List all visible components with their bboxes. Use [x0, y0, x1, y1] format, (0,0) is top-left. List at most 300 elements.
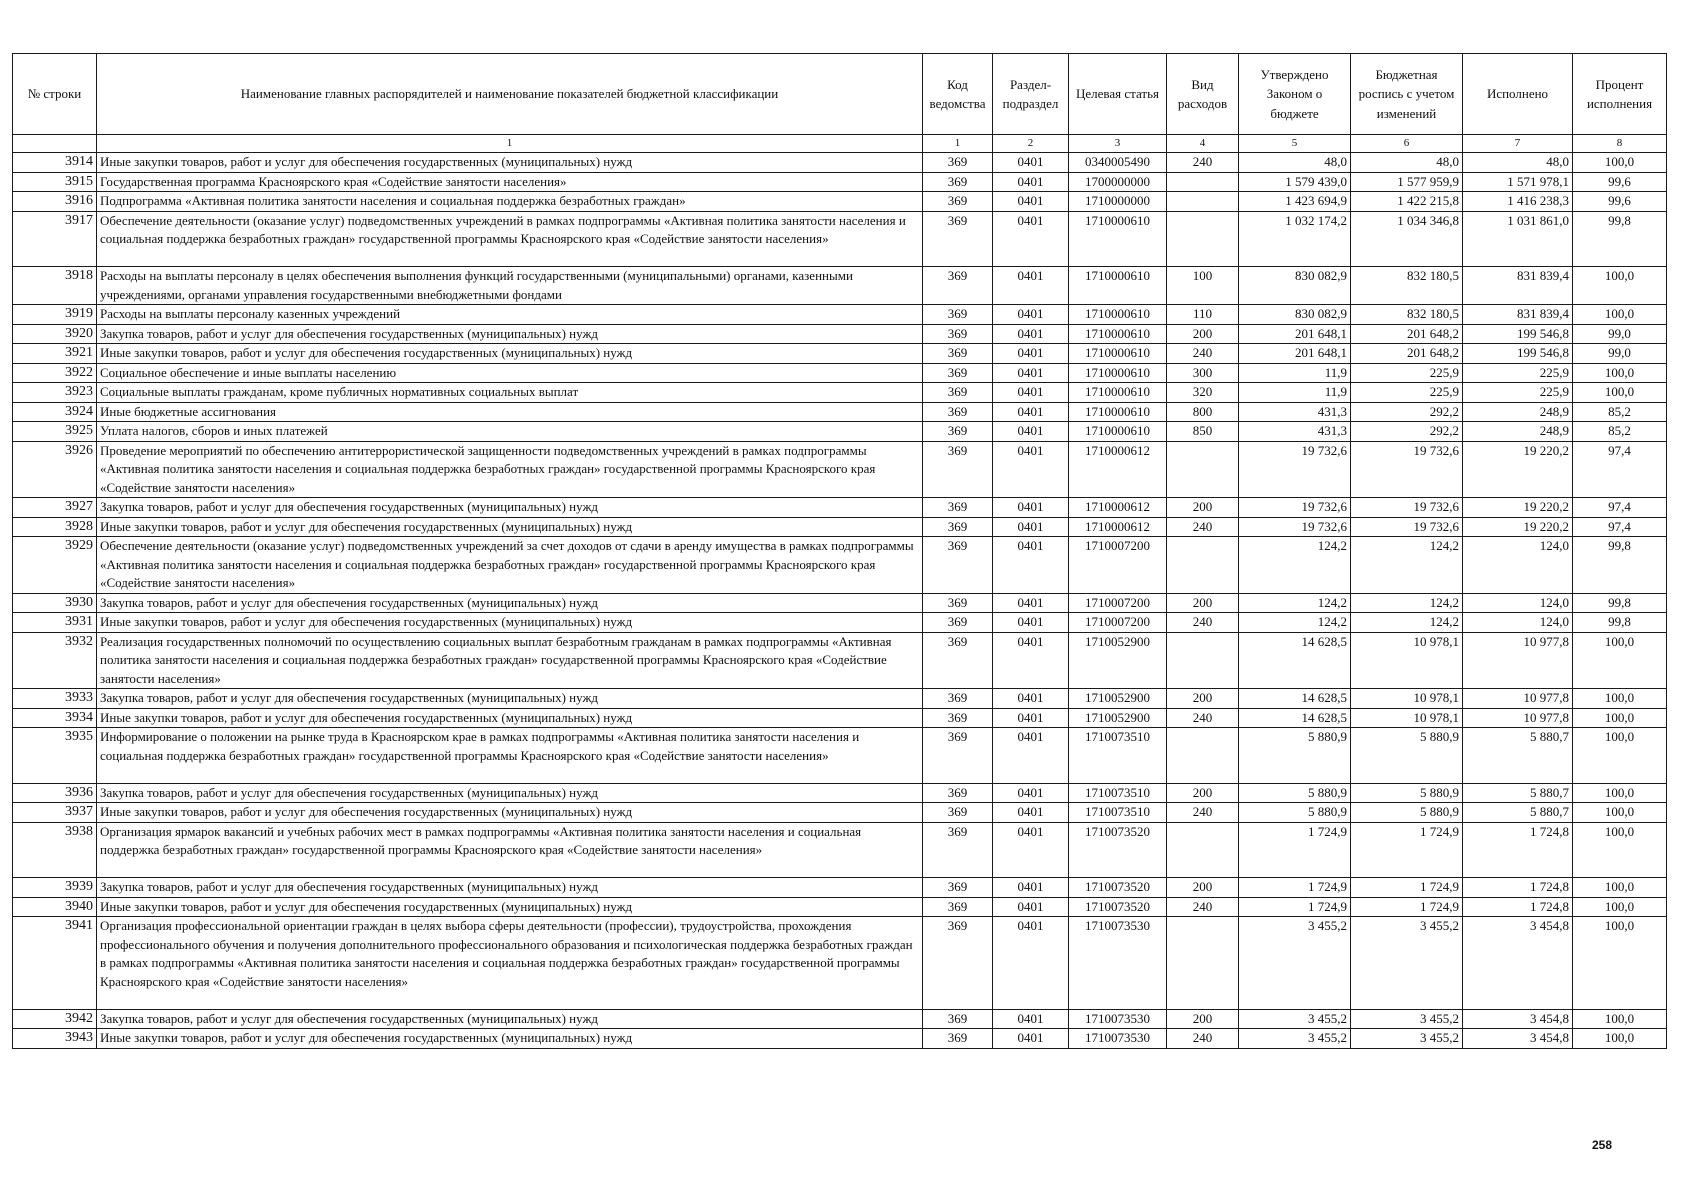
table-row: [13, 402, 1667, 422]
execution-percent: 99,6: [1573, 172, 1667, 192]
table-row: [13, 593, 1667, 613]
section-code: 0401: [993, 593, 1069, 613]
target-article: 1710007200: [1069, 537, 1167, 594]
ministry-code: 369: [923, 305, 993, 325]
table-row: [13, 878, 1667, 898]
target-article: 1700000000: [1069, 172, 1167, 192]
budget-schedule-amount: 1 422 215,8: [1351, 192, 1463, 212]
table-row: [13, 783, 1667, 803]
budget-schedule-amount: 1 724,9: [1351, 897, 1463, 917]
approved-amount: 11,9: [1239, 363, 1351, 383]
budget-schedule-amount: 124,2: [1351, 537, 1463, 594]
item-name: Подпрограмма «Активная политика занятости населения и социальная поддержка безработных граждан»: [97, 192, 923, 212]
executed-amount: 225,9: [1463, 383, 1573, 403]
column-number: 7: [1463, 135, 1573, 153]
target-article: 1710000610: [1069, 344, 1167, 364]
execution-percent: 100,0: [1573, 305, 1667, 325]
execution-percent: 100,0: [1573, 708, 1667, 728]
row-number: 3936: [13, 783, 97, 803]
item-name: Закупка товаров, работ и услуг для обеспечения государственных (муниципальных) нужд: [97, 783, 923, 803]
expense-type: 240: [1167, 897, 1239, 917]
row-number: 3934: [13, 708, 97, 728]
item-name: Информирование о положении на рынке труда в Красноярском крае в рамках подпрограммы «Активная политика занятости населения и социальная поддержка безработных граждан» государственной программы Красноярского края «Содействие занятости населения»: [97, 728, 923, 784]
ministry-code: 369: [923, 383, 993, 403]
item-name: Иные закупки товаров, работ и услуг для обеспечения государственных (муниципальных) нужд: [97, 517, 923, 537]
expense-type: 240: [1167, 1029, 1239, 1049]
execution-percent: 100,0: [1573, 878, 1667, 898]
approved-amount: 3 455,2: [1239, 917, 1351, 1010]
target-article: 1710000610: [1069, 402, 1167, 422]
ministry-code: 369: [923, 593, 993, 613]
row-number: 3922: [13, 363, 97, 383]
execution-percent: 100,0: [1573, 383, 1667, 403]
item-name: Закупка товаров, работ и услуг для обеспечения государственных (муниципальных) нужд: [97, 324, 923, 344]
approved-amount: 124,2: [1239, 537, 1351, 594]
column-header: Утверждено Законом о бюджете: [1239, 54, 1351, 135]
item-name: Социальное обеспечение и иные выплаты населению: [97, 363, 923, 383]
target-article: 1710007200: [1069, 613, 1167, 633]
approved-amount: 19 732,6: [1239, 498, 1351, 518]
row-number: 3939: [13, 878, 97, 898]
execution-percent: 97,4: [1573, 441, 1667, 498]
executed-amount: 5 880,7: [1463, 783, 1573, 803]
target-article: 1710073510: [1069, 783, 1167, 803]
table-row: [13, 344, 1667, 364]
execution-percent: 99,8: [1573, 537, 1667, 594]
item-name: Реализация государственных полномочий по осуществлению социальных выплат безработным гражданам в рамках подпрограммы «Активная политика занятости населения и социальная поддержка безработных граждан» государственной программы Красноярского края «Содействие занятости населения»: [97, 632, 923, 689]
approved-amount: 1 579 439,0: [1239, 172, 1351, 192]
expense-type: [1167, 172, 1239, 192]
column-header: Раздел-подраздел: [993, 54, 1069, 135]
item-name: Обеспечение деятельности (оказание услуг) подведомственных учреждений в рамках подпрограммы «Активная политика занятости населения и социальная поддержка безработных граждан» государственной программы Красноярского края «Содействие занятости населения»: [97, 211, 923, 267]
expense-type: 100: [1167, 267, 1239, 305]
execution-percent: 100,0: [1573, 267, 1667, 305]
approved-amount: 48,0: [1239, 153, 1351, 173]
budget-table: [12, 53, 1667, 1049]
table-row: [13, 267, 1667, 305]
item-name: Обеспечение деятельности (оказание услуг) подведомственных учреждений за счет доходов от сдачи в аренду имущества в рамках подпрограммы «Активная политика занятости населения и социальная поддержка безработных граждан» государственной программы Красноярского края «Содействие занятости населения»: [97, 537, 923, 594]
row-number: 3918: [13, 267, 97, 305]
table-row: [13, 305, 1667, 325]
row-number: 3931: [13, 613, 97, 633]
section-code: 0401: [993, 172, 1069, 192]
approved-amount: 1 724,9: [1239, 897, 1351, 917]
executed-amount: 124,0: [1463, 593, 1573, 613]
expense-type: 200: [1167, 783, 1239, 803]
execution-percent: 99,6: [1573, 192, 1667, 212]
executed-amount: 831 839,4: [1463, 267, 1573, 305]
ministry-code: 369: [923, 1009, 993, 1029]
target-article: 0340005490: [1069, 153, 1167, 173]
table-row: [13, 537, 1667, 594]
expense-type: 850: [1167, 422, 1239, 442]
row-number: 3943: [13, 1029, 97, 1049]
executed-amount: 19 220,2: [1463, 517, 1573, 537]
ministry-code: 369: [923, 517, 993, 537]
execution-percent: 100,0: [1573, 1029, 1667, 1049]
approved-amount: 431,3: [1239, 402, 1351, 422]
column-number: 8: [1573, 135, 1667, 153]
expense-type: 800: [1167, 402, 1239, 422]
row-number: 3927: [13, 498, 97, 518]
column-header: Вид расходов: [1167, 54, 1239, 135]
row-number: 3932: [13, 632, 97, 689]
target-article: 1710073520: [1069, 822, 1167, 878]
column-header: Процент исполнения: [1573, 54, 1667, 135]
section-code: 0401: [993, 498, 1069, 518]
column-number: 1: [97, 135, 923, 153]
expense-type: 110: [1167, 305, 1239, 325]
execution-percent: 100,0: [1573, 783, 1667, 803]
item-name: Государственная программа Красноярского края «Содействие занятости населения»: [97, 172, 923, 192]
budget-schedule-amount: 19 732,6: [1351, 517, 1463, 537]
ministry-code: 369: [923, 344, 993, 364]
row-number: 3921: [13, 344, 97, 364]
expense-type: 300: [1167, 363, 1239, 383]
row-number: 3924: [13, 402, 97, 422]
execution-percent: 99,0: [1573, 344, 1667, 364]
column-header: Целевая статья: [1069, 54, 1167, 135]
row-number: 3920: [13, 324, 97, 344]
expense-type: [1167, 917, 1239, 1010]
budget-schedule-amount: 5 880,9: [1351, 803, 1463, 823]
ministry-code: 369: [923, 822, 993, 878]
item-name: Закупка товаров, работ и услуг для обеспечения государственных (муниципальных) нужд: [97, 593, 923, 613]
table-row: [13, 613, 1667, 633]
section-code: 0401: [993, 613, 1069, 633]
approved-amount: 124,2: [1239, 613, 1351, 633]
row-number: 3916: [13, 192, 97, 212]
row-number: 3935: [13, 728, 97, 784]
section-code: 0401: [993, 517, 1069, 537]
budget-schedule-amount: 19 732,6: [1351, 498, 1463, 518]
table-row: [13, 441, 1667, 498]
approved-amount: 14 628,5: [1239, 689, 1351, 709]
table-row: [13, 153, 1667, 173]
table-body: [13, 153, 1667, 1049]
execution-percent: 100,0: [1573, 917, 1667, 1010]
section-code: 0401: [993, 783, 1069, 803]
item-name: Закупка товаров, работ и услуг для обеспечения государственных (муниципальных) нужд: [97, 498, 923, 518]
executed-amount: 3 454,8: [1463, 917, 1573, 1010]
section-code: 0401: [993, 708, 1069, 728]
ministry-code: 369: [923, 917, 993, 1010]
approved-amount: 1 724,9: [1239, 878, 1351, 898]
execution-percent: 100,0: [1573, 803, 1667, 823]
section-code: 0401: [993, 632, 1069, 689]
executed-amount: 19 220,2: [1463, 498, 1573, 518]
approved-amount: 830 082,9: [1239, 305, 1351, 325]
budget-schedule-amount: 1 724,9: [1351, 878, 1463, 898]
ministry-code: 369: [923, 897, 993, 917]
executed-amount: 10 977,8: [1463, 689, 1573, 709]
expense-type: 240: [1167, 803, 1239, 823]
budget-schedule-amount: 124,2: [1351, 593, 1463, 613]
approved-amount: 11,9: [1239, 383, 1351, 403]
table-row: [13, 689, 1667, 709]
executed-amount: 225,9: [1463, 363, 1573, 383]
approved-amount: 431,3: [1239, 422, 1351, 442]
expense-type: 200: [1167, 689, 1239, 709]
item-name: Иные закупки товаров, работ и услуг для обеспечения государственных (муниципальных) нужд: [97, 613, 923, 633]
column-header: Код ведомства: [923, 54, 993, 135]
execution-percent: 97,4: [1573, 517, 1667, 537]
expense-type: 240: [1167, 517, 1239, 537]
target-article: 1710000610: [1069, 267, 1167, 305]
budget-schedule-amount: 3 455,2: [1351, 917, 1463, 1010]
section-code: 0401: [993, 422, 1069, 442]
ministry-code: 369: [923, 363, 993, 383]
column-number: 6: [1351, 135, 1463, 153]
executed-amount: 5 880,7: [1463, 803, 1573, 823]
executed-amount: 124,0: [1463, 613, 1573, 633]
table-header-row: [13, 54, 1667, 135]
execution-percent: 100,0: [1573, 728, 1667, 784]
budget-schedule-amount: 1 724,9: [1351, 822, 1463, 878]
target-article: 1710073520: [1069, 878, 1167, 898]
approved-amount: 1 423 694,9: [1239, 192, 1351, 212]
row-number: 3930: [13, 593, 97, 613]
budget-schedule-amount: 5 880,9: [1351, 728, 1463, 784]
item-name: Иные закупки товаров, работ и услуг для обеспечения государственных (муниципальных) нужд: [97, 897, 923, 917]
ministry-code: 369: [923, 172, 993, 192]
budget-schedule-amount: 124,2: [1351, 613, 1463, 633]
executed-amount: 19 220,2: [1463, 441, 1573, 498]
execution-percent: 100,0: [1573, 897, 1667, 917]
section-code: 0401: [993, 897, 1069, 917]
target-article: 1710007200: [1069, 593, 1167, 613]
item-name: Иные бюджетные ассигнования: [97, 402, 923, 422]
budget-schedule-amount: 10 978,1: [1351, 689, 1463, 709]
target-article: 1710073520: [1069, 897, 1167, 917]
expense-type: [1167, 537, 1239, 594]
budget-schedule-amount: 832 180,5: [1351, 267, 1463, 305]
ministry-code: 369: [923, 783, 993, 803]
row-number: 3938: [13, 822, 97, 878]
expense-type: [1167, 192, 1239, 212]
section-code: 0401: [993, 878, 1069, 898]
item-name: Расходы на выплаты персоналу в целях обеспечения выполнения функций государственными (муниципальными) органами, казенными учреждениями, органами управления государственными внебюджетными фондами: [97, 267, 923, 305]
target-article: 1710073530: [1069, 1029, 1167, 1049]
executed-amount: 10 977,8: [1463, 632, 1573, 689]
section-code: 0401: [993, 267, 1069, 305]
ministry-code: 369: [923, 1029, 993, 1049]
target-article: 1710052900: [1069, 632, 1167, 689]
target-article: 1710000610: [1069, 305, 1167, 325]
ministry-code: 369: [923, 878, 993, 898]
budget-schedule-amount: 48,0: [1351, 153, 1463, 173]
table-row: [13, 383, 1667, 403]
row-number: 3923: [13, 383, 97, 403]
executed-amount: 199 546,8: [1463, 344, 1573, 364]
ministry-code: 369: [923, 613, 993, 633]
target-article: 1710073530: [1069, 917, 1167, 1010]
executed-amount: 1 416 238,3: [1463, 192, 1573, 212]
column-number: 2: [993, 135, 1069, 153]
item-name: Закупка товаров, работ и услуг для обеспечения государственных (муниципальных) нужд: [97, 878, 923, 898]
budget-schedule-amount: 225,9: [1351, 383, 1463, 403]
column-number: 5: [1239, 135, 1351, 153]
item-name: Расходы на выплаты персоналу казенных учреждений: [97, 305, 923, 325]
target-article: 1710073530: [1069, 1009, 1167, 1029]
ministry-code: 369: [923, 537, 993, 594]
target-article: 1710000612: [1069, 498, 1167, 518]
ministry-code: 369: [923, 441, 993, 498]
executed-amount: 48,0: [1463, 153, 1573, 173]
column-number: 4: [1167, 135, 1239, 153]
budget-schedule-amount: 1 034 346,8: [1351, 211, 1463, 267]
row-number: 3928: [13, 517, 97, 537]
item-name: Закупка товаров, работ и услуг для обеспечения государственных (муниципальных) нужд: [97, 689, 923, 709]
column-header: № строки: [13, 54, 97, 135]
execution-percent: 100,0: [1573, 363, 1667, 383]
item-name: Иные закупки товаров, работ и услуг для обеспечения государственных (муниципальных) нужд: [97, 344, 923, 364]
ministry-code: 369: [923, 402, 993, 422]
target-article: 1710052900: [1069, 689, 1167, 709]
table-row: [13, 172, 1667, 192]
section-code: 0401: [993, 537, 1069, 594]
budget-schedule-amount: 292,2: [1351, 402, 1463, 422]
section-code: 0401: [993, 383, 1069, 403]
expense-type: [1167, 822, 1239, 878]
executed-amount: 248,9: [1463, 402, 1573, 422]
target-article: 1710000000: [1069, 192, 1167, 212]
budget-schedule-amount: 832 180,5: [1351, 305, 1463, 325]
executed-amount: 124,0: [1463, 537, 1573, 594]
expense-type: [1167, 632, 1239, 689]
row-number: 3933: [13, 689, 97, 709]
budget-schedule-amount: 19 732,6: [1351, 441, 1463, 498]
execution-percent: 99,8: [1573, 593, 1667, 613]
executed-amount: 1 031 861,0: [1463, 211, 1573, 267]
ministry-code: 369: [923, 689, 993, 709]
approved-amount: 19 732,6: [1239, 441, 1351, 498]
section-code: 0401: [993, 803, 1069, 823]
row-number: 3926: [13, 441, 97, 498]
table-row: [13, 1029, 1667, 1049]
section-code: 0401: [993, 153, 1069, 173]
execution-percent: 100,0: [1573, 1009, 1667, 1029]
section-code: 0401: [993, 689, 1069, 709]
section-code: 0401: [993, 728, 1069, 784]
target-article: 1710000612: [1069, 517, 1167, 537]
row-number: 3914: [13, 153, 97, 173]
approved-amount: 19 732,6: [1239, 517, 1351, 537]
item-name: Закупка товаров, работ и услуг для обеспечения государственных (муниципальных) нужд: [97, 1009, 923, 1029]
column-number: 1: [923, 135, 993, 153]
expense-type: 200: [1167, 324, 1239, 344]
approved-amount: 3 455,2: [1239, 1009, 1351, 1029]
section-code: 0401: [993, 305, 1069, 325]
section-code: 0401: [993, 917, 1069, 1010]
target-article: 1710000610: [1069, 324, 1167, 344]
row-number: 3919: [13, 305, 97, 325]
item-name: Социальные выплаты гражданам, кроме публичных нормативных социальных выплат: [97, 383, 923, 403]
ministry-code: 369: [923, 498, 993, 518]
table-row: [13, 632, 1667, 689]
table-row: [13, 517, 1667, 537]
section-code: 0401: [993, 402, 1069, 422]
expense-type: 200: [1167, 498, 1239, 518]
table-row: [13, 822, 1667, 878]
column-header: Бюджетная роспись с учетом изменений: [1351, 54, 1463, 135]
ministry-code: 369: [923, 211, 993, 267]
item-name: Иные закупки товаров, работ и услуг для обеспечения государственных (муниципальных) нужд: [97, 803, 923, 823]
approved-amount: 124,2: [1239, 593, 1351, 613]
table-row: [13, 422, 1667, 442]
budget-schedule-amount: 3 455,2: [1351, 1029, 1463, 1049]
expense-type: 200: [1167, 1009, 1239, 1029]
ministry-code: 369: [923, 153, 993, 173]
expense-type: 240: [1167, 708, 1239, 728]
execution-percent: 85,2: [1573, 402, 1667, 422]
table-row: [13, 211, 1667, 267]
table-row: [13, 917, 1667, 1010]
expense-type: 320: [1167, 383, 1239, 403]
column-number-row: [13, 135, 1667, 153]
row-number: 3937: [13, 803, 97, 823]
budget-schedule-amount: 292,2: [1351, 422, 1463, 442]
target-article: 1710000610: [1069, 422, 1167, 442]
ministry-code: 369: [923, 422, 993, 442]
ministry-code: 369: [923, 192, 993, 212]
section-code: 0401: [993, 192, 1069, 212]
budget-schedule-amount: 3 455,2: [1351, 1009, 1463, 1029]
executed-amount: 1 724,8: [1463, 822, 1573, 878]
item-name: Уплата налогов, сборов и иных платежей: [97, 422, 923, 442]
approved-amount: 5 880,9: [1239, 803, 1351, 823]
row-number: 3925: [13, 422, 97, 442]
item-name: Иные закупки товаров, работ и услуг для обеспечения государственных (муниципальных) нужд: [97, 708, 923, 728]
execution-percent: 100,0: [1573, 689, 1667, 709]
expense-type: 200: [1167, 878, 1239, 898]
table-row: [13, 324, 1667, 344]
execution-percent: 97,4: [1573, 498, 1667, 518]
section-code: 0401: [993, 211, 1069, 267]
executed-amount: 5 880,7: [1463, 728, 1573, 784]
executed-amount: 10 977,8: [1463, 708, 1573, 728]
section-code: 0401: [993, 344, 1069, 364]
ministry-code: 369: [923, 728, 993, 784]
approved-amount: 14 628,5: [1239, 708, 1351, 728]
execution-percent: 100,0: [1573, 822, 1667, 878]
budget-schedule-amount: 10 978,1: [1351, 632, 1463, 689]
expense-type: [1167, 211, 1239, 267]
row-number: 3917: [13, 211, 97, 267]
table-row: [13, 1009, 1667, 1029]
expense-type: 240: [1167, 613, 1239, 633]
ministry-code: 369: [923, 803, 993, 823]
execution-percent: 100,0: [1573, 153, 1667, 173]
row-number: 3915: [13, 172, 97, 192]
approved-amount: 1 724,9: [1239, 822, 1351, 878]
target-article: 1710052900: [1069, 708, 1167, 728]
column-header: Наименование главных распорядителей и наименование показателей бюджетной классификации: [97, 54, 923, 135]
document-page: [12, 53, 1666, 1049]
ministry-code: 369: [923, 324, 993, 344]
target-article: 1710073510: [1069, 728, 1167, 784]
table-row: [13, 728, 1667, 784]
execution-percent: 99,0: [1573, 324, 1667, 344]
ministry-code: 369: [923, 632, 993, 689]
execution-percent: 100,0: [1573, 632, 1667, 689]
approved-amount: 830 082,9: [1239, 267, 1351, 305]
approved-amount: 1 032 174,2: [1239, 211, 1351, 267]
budget-schedule-amount: 1 577 959,9: [1351, 172, 1463, 192]
section-code: 0401: [993, 441, 1069, 498]
item-name: Организация профессиональной ориентации граждан в целях выбора сферы деятельности (профессии), трудоустройства, прохождения профессионального обучения и получения дополнительного профессионального образования и психологическая поддержка безработных граждан в рамках подпрограммы «Активная политика занятости населения и социальная поддержка безработных граждан» государственной программы Красноярского края «Содействие занятости населения»: [97, 917, 923, 1010]
executed-amount: 1 571 978,1: [1463, 172, 1573, 192]
